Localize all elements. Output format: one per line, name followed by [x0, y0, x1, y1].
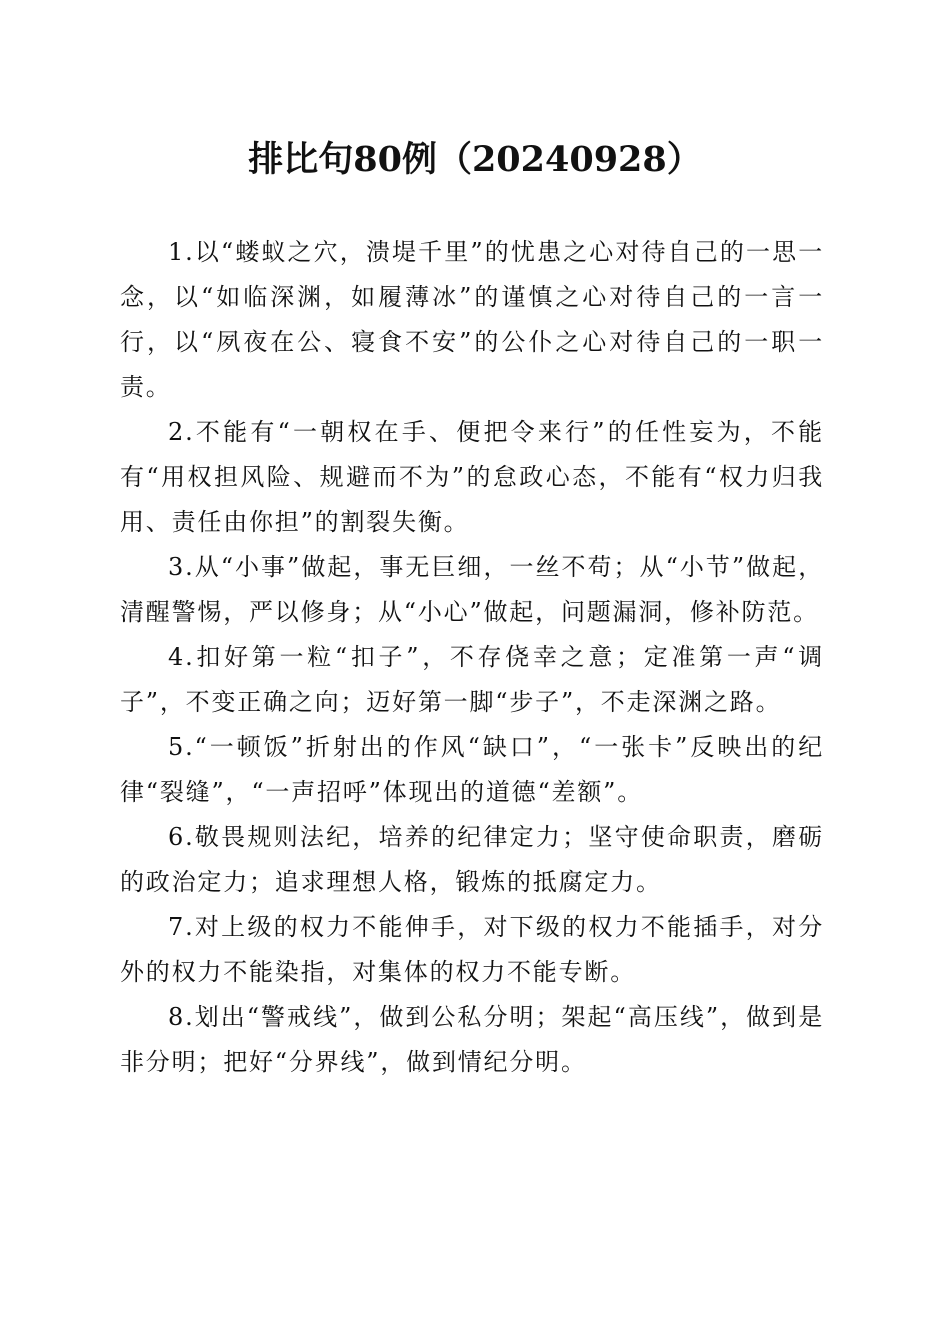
- paragraph-7: 7.对上级的权力不能伸手，对下级的权力不能插手，对分外的权力不能染指，对集体的权力不能专断。: [120, 913, 824, 986]
- paragraph-2: 2.不能有“一朝权在手、便把令来行”的任性妄为，不能有“用权担风险、规避而不为”的怠政心态，不能有“权力归我用、责任由你担”的割裂失衡。: [120, 418, 824, 536]
- paragraph-3: 3.从“小事”做起，事无巨细，一丝不苟；从“小节”做起，清醒警惕，严以修身；从“小心”做起，问题漏洞，修补防范。: [120, 553, 824, 626]
- paragraph-8: 8.划出“警戒线”，做到公私分明；架起“高压线”，做到是非分明；把好“分界线”，做到情纪分明。: [120, 1003, 824, 1076]
- document-title: 排比句80例（20240928）: [248, 139, 702, 180]
- paragraph-5: 5.“一顿饭”折射出的作风“缺口”，“一张卡”反映出的纪律“裂缝”，“一声招呼”体现出的道德“差额”。: [120, 733, 824, 806]
- paragraph-6: 6.敬畏规则法纪，培养的纪律定力；坚守使命职责，磨砺的政治定力；追求理想人格，锻炼的抵腐定力。: [120, 823, 824, 896]
- document-body: [120, 230, 824, 1085]
- paragraph-4: 4.扣好第一粒“扣子”，不存侥幸之意；定准第一声“调子”，不变正确之向；迈好第一脚“步子”，不走深渊之路。: [120, 643, 824, 716]
- paragraph-1: 1.以“蝼蚁之穴，溃堤千里”的忧患之心对待自己的一思一念，以“如临深渊，如履薄冰”的谨慎之心对待自己的一言一行，以“夙夜在公、寝食不安”的公仆之心对待自己的一职一责。: [120, 238, 824, 401]
